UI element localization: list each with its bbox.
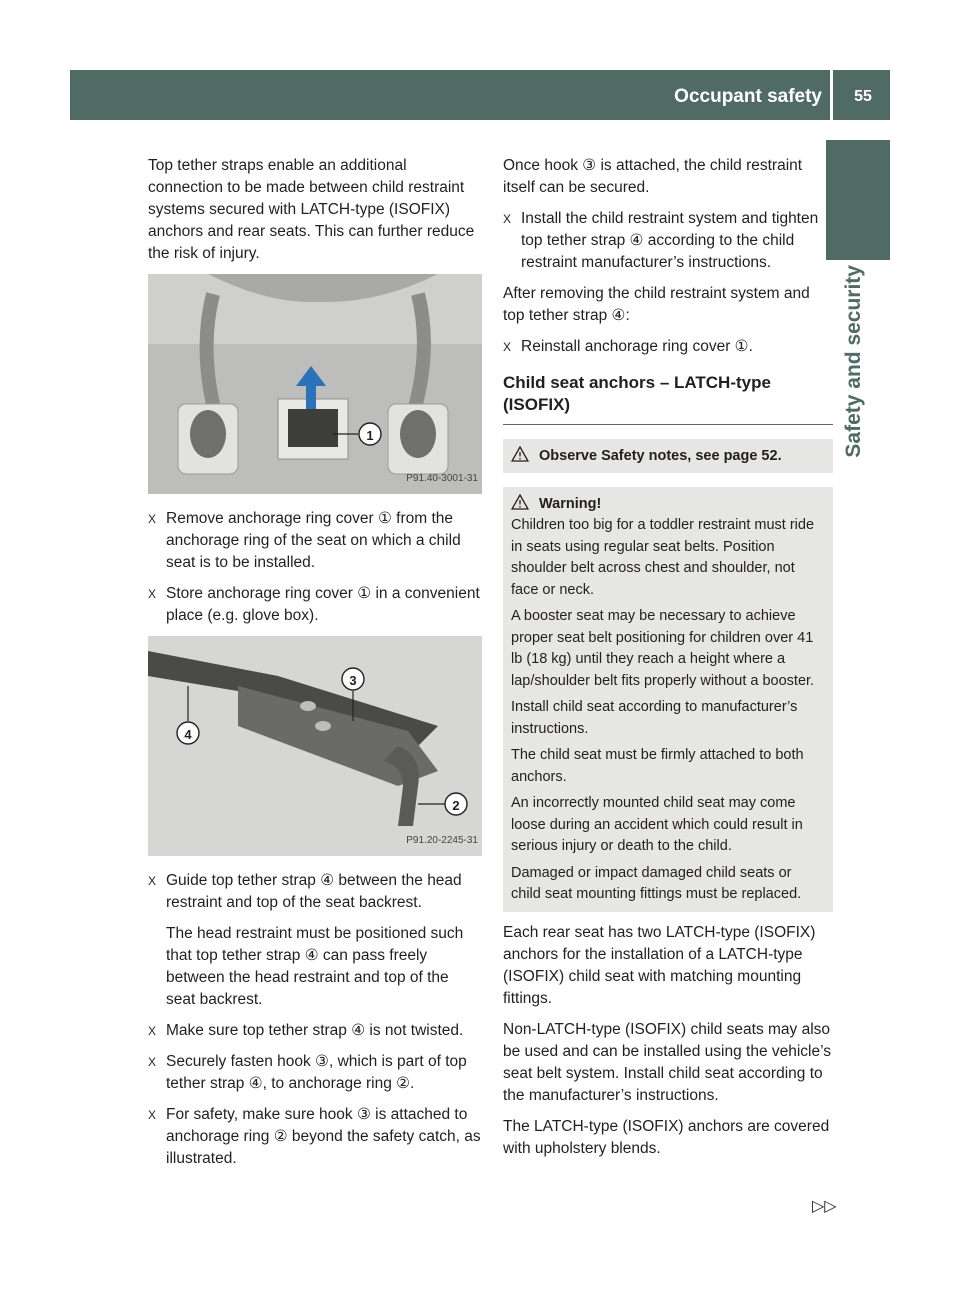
step-check-hook bbox=[148, 1104, 482, 1170]
figure-anchorage-ring bbox=[148, 274, 482, 494]
warning-paragraph: Children too big for a toddler restraint must ride in seats using regular seat belts. Position shoulder belt across chest and shoulder, not face or neck. bbox=[511, 517, 815, 598]
step-text: Reinstall anchorage ring cover ①. bbox=[521, 338, 753, 355]
warning-title: Warning! bbox=[539, 496, 602, 512]
step-reinstall bbox=[503, 336, 833, 358]
warning-box bbox=[503, 487, 833, 912]
step-arrow-icon: X bbox=[503, 212, 512, 226]
warning-paragraph: Install child seat according to manufacturer’s instructions. bbox=[511, 699, 798, 737]
step-arrow-icon: X bbox=[148, 874, 157, 888]
step-remove-cover bbox=[148, 508, 482, 574]
warning-paragraph: The child seat must be firmly attached to both anchors. bbox=[511, 747, 804, 785]
callout-4-label: 4 bbox=[184, 727, 192, 742]
chapter-title: Occupant safety bbox=[674, 86, 822, 107]
callout-1-label: 1 bbox=[366, 428, 374, 443]
right-column bbox=[503, 155, 833, 1169]
step-guide-strap bbox=[148, 870, 482, 914]
step-text: Guide top tether strap ④ between the head restraint and top of the seat backrest. bbox=[166, 872, 462, 911]
body-paragraph: The LATCH-type (ISOFIX) anchors are covered with upholstery blends. bbox=[503, 1117, 830, 1157]
warning-triangle-icon bbox=[511, 446, 529, 462]
step-install bbox=[503, 208, 833, 274]
side-tab-label: Safety and security bbox=[842, 265, 865, 458]
intro-paragraph: Top tether straps enable an additional connection to be made between child restraint systems secured with LATCH-type (ISOFIX) anchors and rear seats. This can further reduce the risk of injury. bbox=[148, 157, 475, 262]
left-column bbox=[148, 155, 482, 1179]
step-not-twisted bbox=[148, 1020, 482, 1042]
anchorage-ring-illustration bbox=[148, 274, 482, 494]
step-text: Make sure top tether strap ④ is not twisted. bbox=[166, 1022, 464, 1039]
step-text: Remove anchorage ring cover ① from the anchorage ring of the seat on which a child seat is to be installed. bbox=[166, 510, 461, 571]
callout-3-label: 3 bbox=[349, 673, 357, 688]
step-text: Securely fasten hook ③, which is part of top tether strap ④, to anchorage ring ②. bbox=[166, 1053, 467, 1092]
warning-paragraph: A booster seat may be necessary to achieve proper seat belt positioning for children over 41 lb (18 kg) until they reach a height where a lap/shoulder belt fits properly without a booster. bbox=[511, 608, 815, 689]
step-text: Store anchorage ring cover ① in a convenient place (e.g. glove box). bbox=[166, 585, 480, 624]
observe-link[interactable]: Observe Safety notes, see page 52. bbox=[539, 448, 782, 464]
guide-note: The head restraint must be positioned such that top tether strap ④ can pass freely between the head restraint and top of the seat backrest. bbox=[166, 925, 464, 1008]
once-paragraph: Once hook ③ is attached, the child restraint itself can be secured. bbox=[503, 157, 803, 196]
continue-icon: ▷▷ bbox=[812, 1198, 837, 1215]
step-fasten-hook bbox=[148, 1051, 482, 1095]
warning-triangle-icon bbox=[511, 494, 529, 510]
after-paragraph: After removing the child restraint system and top tether strap ④: bbox=[503, 285, 810, 324]
section-title: Child seat anchors – LATCH-type (ISOFIX) bbox=[503, 372, 833, 425]
tether-strap-illustration bbox=[148, 636, 482, 856]
step-arrow-icon: X bbox=[148, 1024, 157, 1038]
step-text: Install the child restraint system and tighten top tether strap ④ according to the child restraint manufacturer’s instructions. bbox=[521, 210, 819, 271]
body-paragraph: Each rear seat has two LATCH-type (ISOFIX) anchors for the installation of a LATCH-type (ISOFIX) child seat with matching mounting fittings. bbox=[503, 923, 816, 1007]
step-store-cover bbox=[148, 583, 482, 627]
page-number: 55 bbox=[854, 88, 872, 105]
figure-code: P91.40-3001-31 bbox=[406, 473, 478, 484]
warning-paragraph: An incorrectly mounted child seat may come loose during an accident which could result in serious injury or death to the child. bbox=[511, 795, 803, 854]
observe-notice bbox=[503, 439, 833, 473]
figure-tether-strap bbox=[148, 636, 482, 856]
step-text: For safety, make sure hook ③ is attached to anchorage ring ② beyond the safety catch, as illustrated. bbox=[166, 1106, 481, 1167]
callout-2-label: 2 bbox=[452, 798, 460, 813]
step-arrow-icon: X bbox=[148, 1108, 157, 1122]
side-tab-marker bbox=[826, 140, 890, 260]
figure-code: P91.20-2245-31 bbox=[406, 835, 478, 846]
step-arrow-icon: X bbox=[148, 1055, 157, 1069]
step-arrow-icon: X bbox=[503, 340, 512, 354]
step-arrow-icon: X bbox=[148, 587, 157, 601]
header-separator bbox=[830, 70, 833, 120]
body-paragraph: Non-LATCH-type (ISOFIX) child seats may also be used and can be installed using the vehicle’s seat belt system. Install child seat according to the manufacturer’s instructions. bbox=[503, 1020, 832, 1104]
step-arrow-icon: X bbox=[148, 512, 157, 526]
warning-paragraph: Damaged or impact damaged child seats or child seat mounting fittings must be replaced. bbox=[511, 864, 802, 902]
